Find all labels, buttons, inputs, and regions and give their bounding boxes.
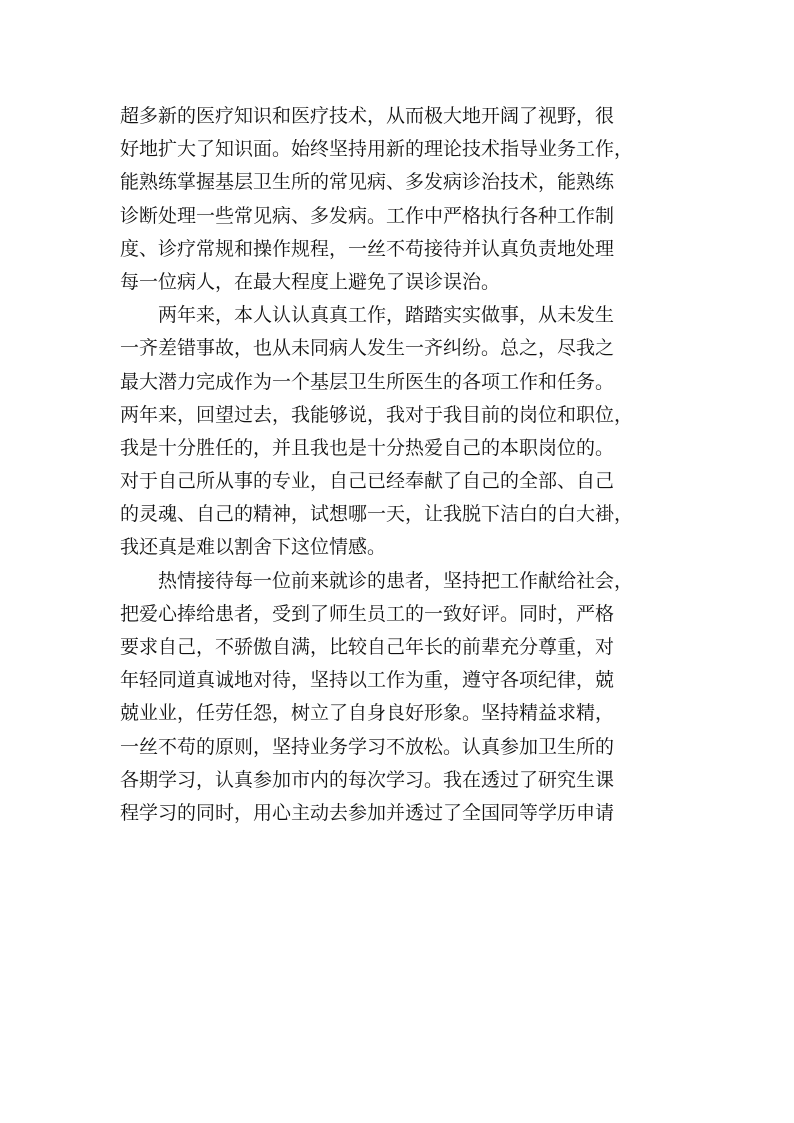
text-line: 我是十分胜任的，并且我也是十分热爱自己的本职岗位的。 [120,436,615,459]
text-line: 对于自己所从事的专业，自己已经奉献了自己的全部、自己 [120,470,615,493]
text-line: 每一位病人，在最大程度上避免了误诊误治。 [120,270,501,293]
text-line: 年轻同道真诚地对待，坚持以工作为重，遵守各项纪律，兢 [120,669,615,692]
text-line: 兢业业，任劳任怨，树立了自身良好形象。坚持精益求精， [120,702,615,725]
text-line: 度、诊疗常规和操作规程，一丝不苟接待并认真负责地处理 [120,237,615,260]
text-line: 好地扩大了知识面。始终坚持用新的理论技术指导业务工作， [120,138,634,161]
text-line: 一齐差错事故，也从未同病人发生一齐纠纷。总之，尽我之 [120,337,615,360]
text-line: 两年来，本人认认真真工作，踏踏实实做事，从未发生 [158,304,615,327]
text-line: 一丝不苟的原则，坚持业务学习不放松。认真参加卫生所的 [120,735,615,758]
text-line: 诊断处理一些常见病、多发病。工作中严格执行各种工作制 [120,204,615,227]
text-line: 程学习的同时，用心主动去参加并透过了全国同等学历申请 [120,801,615,824]
text-line: 的灵魂、自己的精神，试想哪一天，让我脱下洁白的白大褂， [120,503,634,526]
text-line: 超多新的医疗知识和医疗技术，从而极大地开阔了视野，很 [120,105,615,127]
text-line: 把爱心捧给患者，受到了师生员工的一致好评。同时，严格 [120,602,615,625]
body-text [120,100,690,830]
text-line: 要求自己，不骄傲自满，比较自己年长的前辈充分尊重，对 [120,636,615,658]
text-line: 我还真是难以割舍下这位情感。 [120,536,387,559]
text-line: 热情接待每一位前来就诊的患者，坚持把工作献给社会， [158,569,634,592]
text-line: 两年来，回望过去，我能够说，我对于我目前的岗位和职位， [120,403,634,426]
text-line: 最大潜力完成作为一个基层卫生所医生的各项工作和任务。 [120,370,615,393]
text-line: 各期学习，认真参加市内的每次学习。我在透过了研究生课 [120,768,615,791]
text-line: 能熟练掌握基层卫生所的常见病、多发病诊治技术，能熟练 [120,171,615,194]
